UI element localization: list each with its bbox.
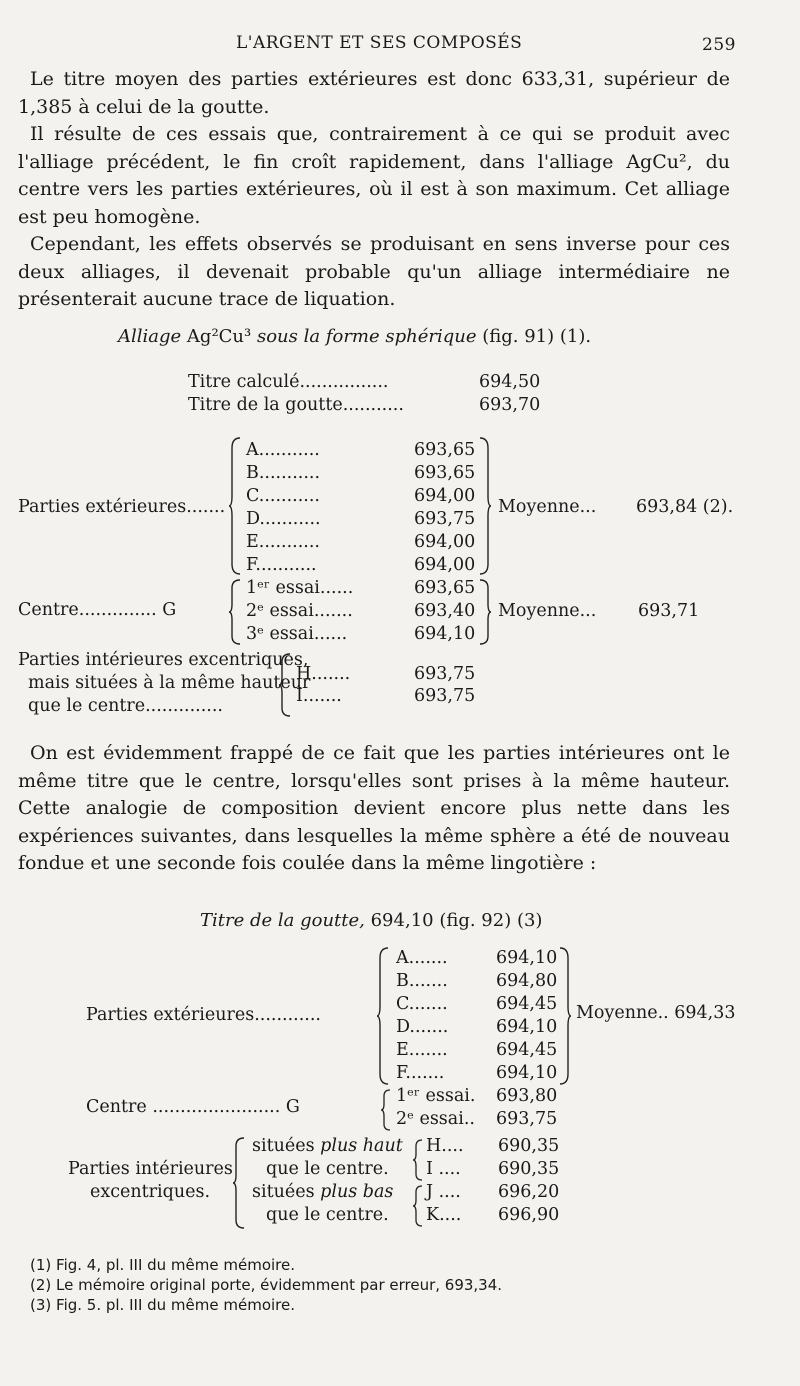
s1-ext-value-a: 693,65 (414, 440, 476, 460)
s2-int-group2-line1: situées plus bas (252, 1182, 394, 1202)
s2-int-value-k: 696,90 (498, 1205, 560, 1225)
s2-int-group1-line1: situées plus haut (252, 1136, 403, 1156)
s1-centre-label-2: 2ᵉ essai....... (246, 601, 353, 621)
s1-left-brace (228, 436, 242, 576)
s2-right-brace (558, 946, 572, 1086)
s2-int-label-i: I .... (426, 1159, 461, 1179)
s2-ext-value-b: 694,80 (496, 971, 558, 991)
s1-centre-value-3: 694,10 (414, 624, 476, 644)
s1-ext-value-e: 694,00 (414, 532, 476, 552)
s1-int-label-h: H....... (296, 664, 351, 684)
section1-caption: Alliage Ag²Cu³ sous la forme sphérique (fig. 91) (1). (118, 326, 592, 347)
s2-centre-brace (380, 1088, 392, 1132)
s1-centre-label-3: 3ᵉ essai...... (246, 624, 348, 644)
s1-centre-label: Centre.............. G (18, 600, 177, 620)
s2-int-label-j: J .... (426, 1182, 461, 1202)
s2-left-brace (376, 946, 390, 1086)
intro-text (18, 66, 730, 314)
s2-ext-value-c: 694,45 (496, 994, 558, 1014)
s2-int-label-h: H.... (426, 1136, 464, 1156)
intro-paragraph-2: Il résulte de ces essais que, contrairement à ce qui se produit avec l'alliage précédent, le fin croît rapidement, dans l'alliage AgCu², du centre vers les parties extérieures, où il est à son maximum. Cet alliage est peu homogène. (18, 123, 730, 228)
s1-ext-moyenne-label: Moyenne... (498, 497, 597, 517)
s1-centre-moyenne-value: 693,71 (638, 601, 700, 621)
s1-centre-label-1: 1ᵉʳ essai...... (246, 578, 354, 598)
s2-centre-label-1: 1ᵉʳ essai. (396, 1086, 476, 1106)
s1-centre-value-1: 693,65 (414, 578, 476, 598)
s1-ext-label-c: C........... (246, 486, 320, 506)
footnote-3: (3) Fig. 5. pl. III du même mémoire. (30, 1296, 296, 1314)
footnote-1: (1) Fig. 4, pl. III du même mémoire. (30, 1256, 296, 1274)
s1-int-value-h: 693,75 (414, 664, 476, 684)
s1-centre-left-brace (228, 578, 242, 646)
s1-ext-value-b: 693,65 (414, 463, 476, 483)
s2-ext-label-a: A....... (396, 948, 448, 968)
running-header: L'ARGENT ET SES COMPOSÉS (236, 33, 523, 53)
titre-goutte-value: 693,70 (479, 395, 541, 415)
s1-interior-brace (278, 652, 292, 718)
s2-ext-value-e: 694,45 (496, 1040, 558, 1060)
s1-centre-right-brace (478, 578, 492, 646)
s1-ext-value-d: 693,75 (414, 509, 476, 529)
s1-centre-value-2: 693,40 (414, 601, 476, 621)
s1-ext-label-f: F........... (246, 555, 317, 575)
s1-ext-moyenne-value: 693,84 (2). (636, 497, 734, 517)
middle-paragraph: On est évidemment frappé de ce fait que les parties intérieures ont le même titre que le centre, lorsqu'elles sont prises à la même hauteur. Cette analogie de composition devient encore plus nette dans les expériences suivantes, dans lesquelles la même sphère a été de nouveau fondue et une seconde fois coulée dans la même lingotière : (18, 742, 730, 874)
s1-ext-value-f: 694,00 (414, 555, 476, 575)
s2-int-group2-line2: que le centre. (266, 1205, 389, 1225)
s1-interior-label-1: Parties intérieures excentriques, (18, 650, 309, 670)
s2-int-group1-line2: que le centre. (266, 1159, 389, 1179)
s1-ext-value-c: 694,00 (414, 486, 476, 506)
titre-calcule-value: 694,50 (479, 372, 541, 392)
s2-ext-moyenne: Moyenne.. 694,33 (576, 1003, 736, 1023)
s2-int-value-j: 696,20 (498, 1182, 560, 1202)
s2-int-label-k: K.... (426, 1205, 462, 1225)
s2-int-value-h: 690,35 (498, 1136, 560, 1156)
s2-exterior-label: Parties extérieures............ (86, 1005, 321, 1025)
s2-centre-label: Centre ....................... G (86, 1097, 300, 1117)
s2-ext-label-c: C....... (396, 994, 448, 1014)
s2-int-brace-lo (412, 1184, 424, 1228)
s1-exterior-label: Parties extérieures....... (18, 497, 226, 517)
s2-ext-label-f: F....... (396, 1063, 445, 1083)
s1-int-value-i: 693,75 (414, 686, 476, 706)
s2-ext-label-d: D....... (396, 1017, 449, 1037)
s1-right-brace (478, 436, 492, 576)
s2-int-brace-hi (412, 1138, 424, 1182)
s2-ext-value-a: 694,10 (496, 948, 558, 968)
footnote-2: (2) Le mémoire original porte, évidemment par erreur, 693,34. (30, 1276, 503, 1294)
titre-goutte-label: Titre de la goutte........... (188, 395, 404, 415)
s1-interior-label-3: que le centre.............. (28, 696, 223, 716)
s1-centre-moyenne-label: Moyenne... (498, 601, 597, 621)
intro-paragraph-3: Cependant, les effets observés se produisant en sens inverse pour ces deux alliages, il devenait probable qu'un alliage intermédiaire ne présenterait aucune trace de liquation. (18, 233, 730, 310)
s1-ext-label-d: D........... (246, 509, 321, 529)
section2-caption: Titre de la goutte, 694,10 (fig. 92) (3) (200, 910, 543, 931)
middle-text (18, 740, 730, 878)
s1-int-label-i: I....... (296, 686, 342, 706)
intro-paragraph-1: Le titre moyen des parties extérieures est donc 633,31, supérieur de 1,385 à celui de la goutte. (18, 68, 730, 118)
s2-centre-value-1: 693,80 (496, 1086, 558, 1106)
page-number: 259 (702, 35, 736, 55)
s2-ext-value-d: 694,10 (496, 1017, 558, 1037)
s1-ext-label-e: E........... (246, 532, 320, 552)
s2-ext-label-e: E....... (396, 1040, 448, 1060)
s2-centre-label-2: 2ᵉ essai.. (396, 1109, 475, 1129)
s2-int-value-i: 690,35 (498, 1159, 560, 1179)
s2-interior-label-2: excentriques. (90, 1182, 211, 1202)
s1-interior-label-2: mais situées à la même hauteur (28, 673, 311, 693)
s2-interior-brace (232, 1136, 246, 1230)
s2-centre-value-2: 693,75 (496, 1109, 558, 1129)
s2-interior-label-1: Parties intérieures (68, 1159, 233, 1179)
titre-calcule-label: Titre calculé................ (188, 372, 389, 392)
s1-ext-label-b: B........... (246, 463, 321, 483)
s2-ext-value-f: 694,10 (496, 1063, 558, 1083)
s2-ext-label-b: B....... (396, 971, 448, 991)
s1-ext-label-a: A........... (246, 440, 320, 460)
